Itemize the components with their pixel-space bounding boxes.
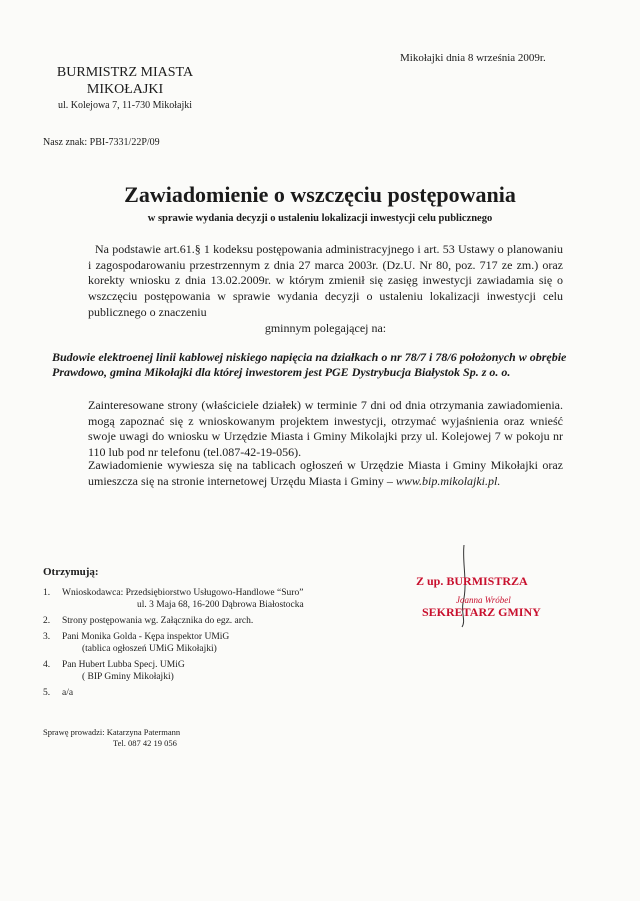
recipient-line: Pani Monika Golda - Kępa inspektor UMiG xyxy=(62,632,230,642)
paragraph-1-end: gminnym polegającej na: xyxy=(264,320,387,335)
issuer-title: BURMISTRZ MIASTA xyxy=(56,65,194,80)
body-paragraph-2: Zainteresowane strony (właściciele działek) w terminie 7 dni od dnia otrzymania zawiadomienia. mogą zapoznać się z wnioskowanym projektem inwestycji, otrzymać wyjaśnienia oraz wnieść swoje uwagi do wniosku w Urzędzie Miasta i Gminy Mikolajki przy ul. Kolejowej 7 w pokoju nr 110 lub pod nr telefonu (tel.087-42-19-056). xyxy=(88,398,563,460)
recipient-number: 2. xyxy=(43,616,51,626)
recipient-number: 3. xyxy=(43,632,51,642)
recipient-line: Strony postępowania wg. Załącznika do egz. arch. xyxy=(62,616,254,626)
document-title: Zawiadomienie o wszczęciu postępowania xyxy=(124,182,516,207)
body-paragraph-1 xyxy=(88,242,563,336)
stamp-line-2: SEKRETARZ GMINY xyxy=(422,605,541,619)
recipient-number: 4. xyxy=(43,660,51,670)
handled-by-name: Sprawę prowadzi: Katarzyna Patermann xyxy=(43,727,181,737)
recipient-line: Pan Hubert Lubba Specj. UMiG xyxy=(62,660,185,670)
recipient-item xyxy=(43,615,343,627)
handled-by-phone: Tel. 087 42 19 056 xyxy=(113,738,177,748)
issuer-address: ul. Kolejowa 7, 11-730 Mikołajki xyxy=(57,100,193,111)
stamp-signature: Joanna Wróbel xyxy=(456,595,511,605)
handled-by xyxy=(43,727,180,749)
recipient-line-2: (tablica ogłoszeń UMiG Mikołajki) xyxy=(82,644,217,654)
stamp-line-1: Z up. BURMISTRZA xyxy=(416,574,528,588)
paragraph-3-text: Zawiadomienie wywiesza się na tablicach ogłoszeń w Urzędzie Miasta i Gminy Mikołajki oraz umieszcza się na stronie internetowej Urzędu Miasta i Gminy – xyxy=(88,458,563,488)
bip-link[interactable]: www.bip.mikolajki.pl. xyxy=(395,473,501,488)
issuer-city: MIKOŁAJKI xyxy=(86,82,164,97)
recipient-line: Wnioskodawca: Przedsiębiorstwo Usługowo-Handlowe “Suro” xyxy=(62,588,304,598)
recipient-item xyxy=(43,631,343,655)
recipient-line-2: ( BIP Gminy Mikołajki) xyxy=(82,672,174,682)
recipient-number: 1. xyxy=(43,588,51,598)
recipient-number: 5. xyxy=(43,688,51,698)
recipients-list xyxy=(43,587,343,703)
investment-description: Budowie elektroenej linii kablowej niskiego napięcia na działkach o nr 78/7 i 78/6 położonych w obrębie Prawdowo, gmina Mikołajki dla której inwestorem jest PGE Dystrybucja Białystok Sp. z o. o. xyxy=(52,350,567,379)
issuer-block xyxy=(30,64,220,113)
recipient-item xyxy=(43,587,343,611)
official-stamp xyxy=(416,574,566,620)
recipients-heading: Otrzymują: xyxy=(43,566,99,578)
recipient-item xyxy=(43,659,343,683)
recipient-line: a/a xyxy=(62,688,74,698)
reference-number: Nasz znak: PBI-7331/22P/09 xyxy=(43,137,160,148)
body-paragraph-3 xyxy=(88,458,563,489)
document-date: Mikołajki dnia 8 września 2009r. xyxy=(400,52,546,64)
paragraph-1-text: Na podstawie art.61.§ 1 kodeksu postępowania administracyjnego i art. 53 Ustawy o planowaniu i zagospodarowaniu przestrzennym z dnia 27 marca 2003r. (Dz.U. Nr 80, poz. 717 ze zm.) oraz korekty wniosku z dnia 13.02.2009r. w którym zmienił się zasięg inwestycji zawiadamia się o wszczęciu postępowania w sprawie wydania decyzji o ustaleniu lokalizacji inwestycji celu publicznego o znaczeniu xyxy=(88,242,563,319)
document-subtitle: w sprawie wydania decyzji o ustaleniu lokalizacji inwestycji celu publicznego xyxy=(147,213,493,224)
recipient-item xyxy=(43,687,343,699)
recipient-line-2: ul. 3 Maja 68, 16-200 Dąbrowa Białostocka xyxy=(137,600,304,610)
